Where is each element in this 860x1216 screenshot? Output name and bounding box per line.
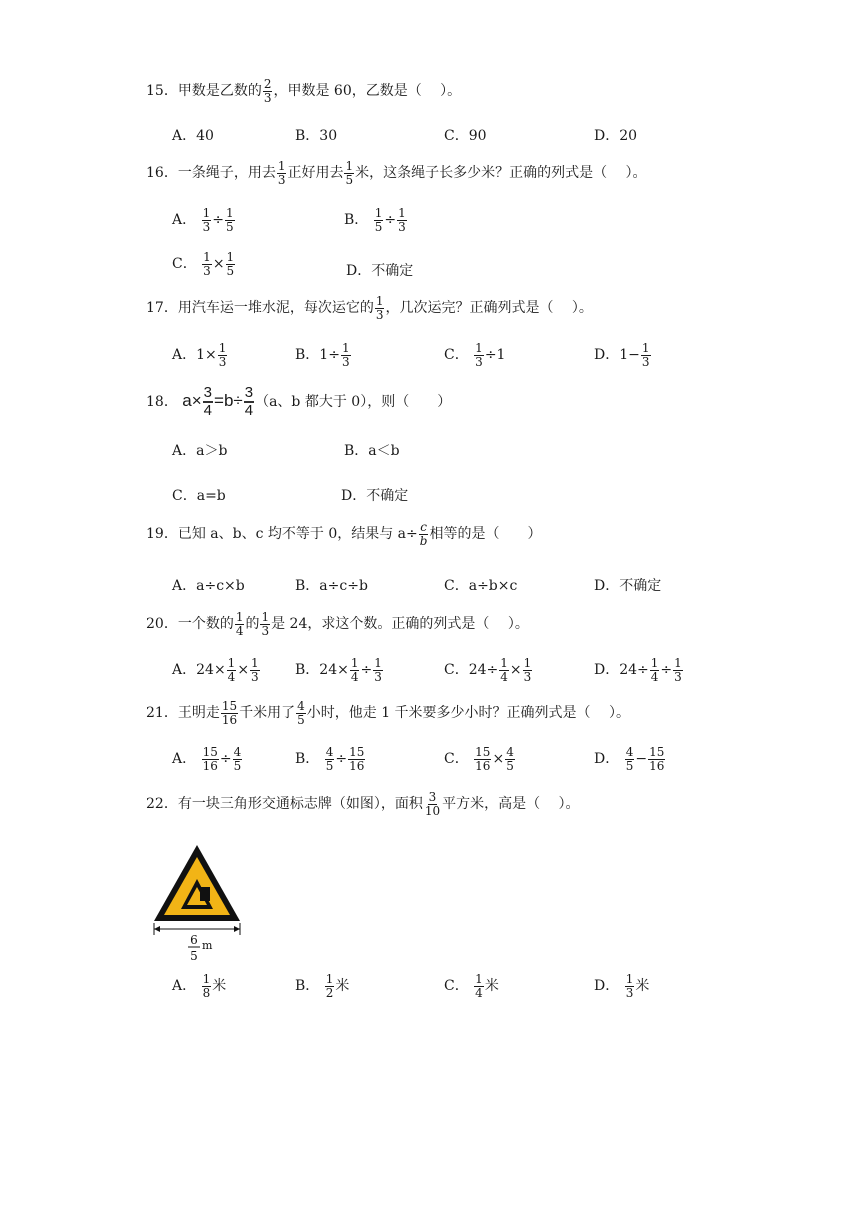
question-16 <box>146 160 647 186</box>
question-number: 15． <box>146 83 178 100</box>
question-text: 已知 a、b、c 均不等于 0，结果与 a÷ <box>177 526 418 543</box>
option-c[interactable]: C．a÷b×c <box>444 578 518 594</box>
option-c[interactable]: C． $\frac{15}{16}$ × $\frac{4}{5}$ <box>444 745 514 773</box>
fraction: $\frac{1}{3}$ <box>261 610 270 638</box>
option-a[interactable]: A．24× $\frac{1}{4}$ × $\frac{1}{3}$ <box>172 656 259 684</box>
triangle-traffic-sign-figure <box>152 843 242 963</box>
question-20 <box>146 611 529 637</box>
option-a[interactable]: A．40 <box>172 128 214 144</box>
option-d[interactable]: D．不确定 <box>594 578 662 594</box>
question-text: 是 24，求这个数。正确的列式是（ ）。 <box>271 616 529 633</box>
question-text: 正好用去 <box>287 165 344 182</box>
question-text: 千米用了 <box>239 705 296 722</box>
question-text: 米，这条绳子长多少米？正确的列式是（ ）。 <box>355 165 647 182</box>
fraction: $\frac{2}{3}$ <box>263 77 272 105</box>
option-b[interactable]: B． $\frac{4}{5}$ ÷ $\frac{15}{16}$ <box>295 745 365 773</box>
option-a[interactable]: A．1× $\frac{1}{3}$ <box>172 341 227 369</box>
question-number: 17． <box>146 300 178 317</box>
dimension-numerator: 6 <box>190 933 198 947</box>
option-c[interactable]: C．a=b <box>172 488 226 504</box>
option-d[interactable]: D．不确定 <box>346 263 414 279</box>
option-c[interactable]: C．90 <box>444 128 487 144</box>
question-text: 一条绳子，用去 <box>177 165 276 182</box>
dimension-denominator: 5 <box>190 949 198 963</box>
fraction: $\frac{1}{4}$ <box>235 610 244 638</box>
option-b[interactable]: B．30 <box>295 128 338 144</box>
question-22 <box>146 791 580 817</box>
question-15 <box>146 78 461 104</box>
fraction: $\frac{15}{16}$ <box>221 699 238 727</box>
fraction: $\frac{1}{3}$ <box>277 159 286 187</box>
option-d[interactable]: D． $\frac{4}{5}$ − $\frac{15}{16}$ <box>594 745 665 773</box>
question-text: 有一块三角形交通标志牌（如图），面积 <box>177 796 423 813</box>
question-number: 19． <box>146 526 178 543</box>
question-number: 22． <box>146 796 178 813</box>
question-text: 甲数是乙数的 <box>177 83 262 100</box>
question-text: 小时，他走 1 千米要多少小时？正确列式是（ ）。 <box>306 705 631 722</box>
option-b[interactable]: B．a÷c÷b <box>295 578 368 594</box>
arrow-right-icon <box>234 926 240 932</box>
fraction: $\frac{1}{3}$ <box>375 294 384 322</box>
option-c[interactable]: C． $\frac{1}{3}$ ÷1 <box>444 341 506 369</box>
question-number: 16． <box>146 165 178 182</box>
option-c[interactable]: C． $\frac{1}{4}$ 米 <box>444 972 499 1000</box>
question-text: 平方米，高是（ ）。 <box>442 796 580 813</box>
question-text: 一个数的 <box>177 616 234 633</box>
option-d[interactable]: D．1− $\frac{1}{3}$ <box>594 341 650 369</box>
option-b[interactable]: B． $\frac{1}{2}$ 米 <box>295 972 350 1000</box>
option-b[interactable]: B．a＜b <box>344 443 400 459</box>
question-text: （a、b 都大于 0），则（ ） <box>255 393 452 410</box>
question-text: ，几次运完？正确列式是（ ）。 <box>385 300 593 317</box>
fraction: $\frac{3}{4}$ <box>203 384 213 419</box>
option-a[interactable]: A．a÷c×b <box>172 578 245 594</box>
question-21 <box>146 700 630 726</box>
option-c[interactable]: C．24÷ $\frac{1}{4}$ × $\frac{1}{3}$ <box>444 656 532 684</box>
fraction: $\frac{3}{4}$ <box>244 384 254 419</box>
option-d[interactable]: D．24÷ $\frac{1}{4}$ ÷ $\frac{1}{3}$ <box>594 656 682 684</box>
question-text: 用汽车运一堆水泥，每次运它的 <box>177 300 374 317</box>
option-d[interactable]: D．20 <box>594 128 638 144</box>
fraction: $\frac{3}{10}$ <box>424 790 441 818</box>
fraction: $\frac{c}{b}$ <box>419 520 428 548</box>
option-a[interactable]: A．a＞b <box>172 443 228 459</box>
option-a[interactable]: A． $\frac{1}{8}$ 米 <box>172 972 227 1000</box>
equation: a× <box>182 390 202 410</box>
fraction: $\frac{4}{5}$ <box>297 699 305 727</box>
option-b[interactable]: B． $\frac{1}{5}$ ÷ $\frac{1}{3}$ <box>344 206 406 234</box>
option-b[interactable]: B．1÷ $\frac{1}{3}$ <box>295 341 350 369</box>
sign-tree-icon <box>200 887 210 901</box>
question-number: 18． <box>146 393 178 410</box>
dimension-unit: m <box>202 939 213 952</box>
option-c[interactable]: C． $\frac{1}{3}$ × $\frac{1}{5}$ <box>172 250 235 278</box>
question-17 <box>146 295 593 321</box>
question-18 <box>146 385 451 419</box>
question-text: 的 <box>245 616 260 633</box>
question-text: ，甲数是 60，乙数是（ ）。 <box>273 83 462 100</box>
equation: =b÷ <box>214 390 243 410</box>
option-a[interactable]: A． $\frac{15}{16}$ ÷ $\frac{4}{5}$ <box>172 745 242 773</box>
question-number: 20． <box>146 616 178 633</box>
question-19 <box>146 521 541 547</box>
question-text: 相等的是（ ） <box>429 526 542 543</box>
question-number: 21． <box>146 705 178 722</box>
option-b[interactable]: B．24× $\frac{1}{4}$ ÷ $\frac{1}{3}$ <box>295 656 382 684</box>
option-d[interactable]: D．不确定 <box>341 488 409 504</box>
arrow-left-icon <box>154 926 160 932</box>
fraction: $\frac{1}{5}$ <box>345 159 354 187</box>
question-text: 王明走 <box>177 705 220 722</box>
option-a[interactable]: A． $\frac{1}{3}$ ÷ $\frac{1}{5}$ <box>172 206 234 234</box>
option-d[interactable]: D． $\frac{1}{3}$ 米 <box>594 972 650 1000</box>
